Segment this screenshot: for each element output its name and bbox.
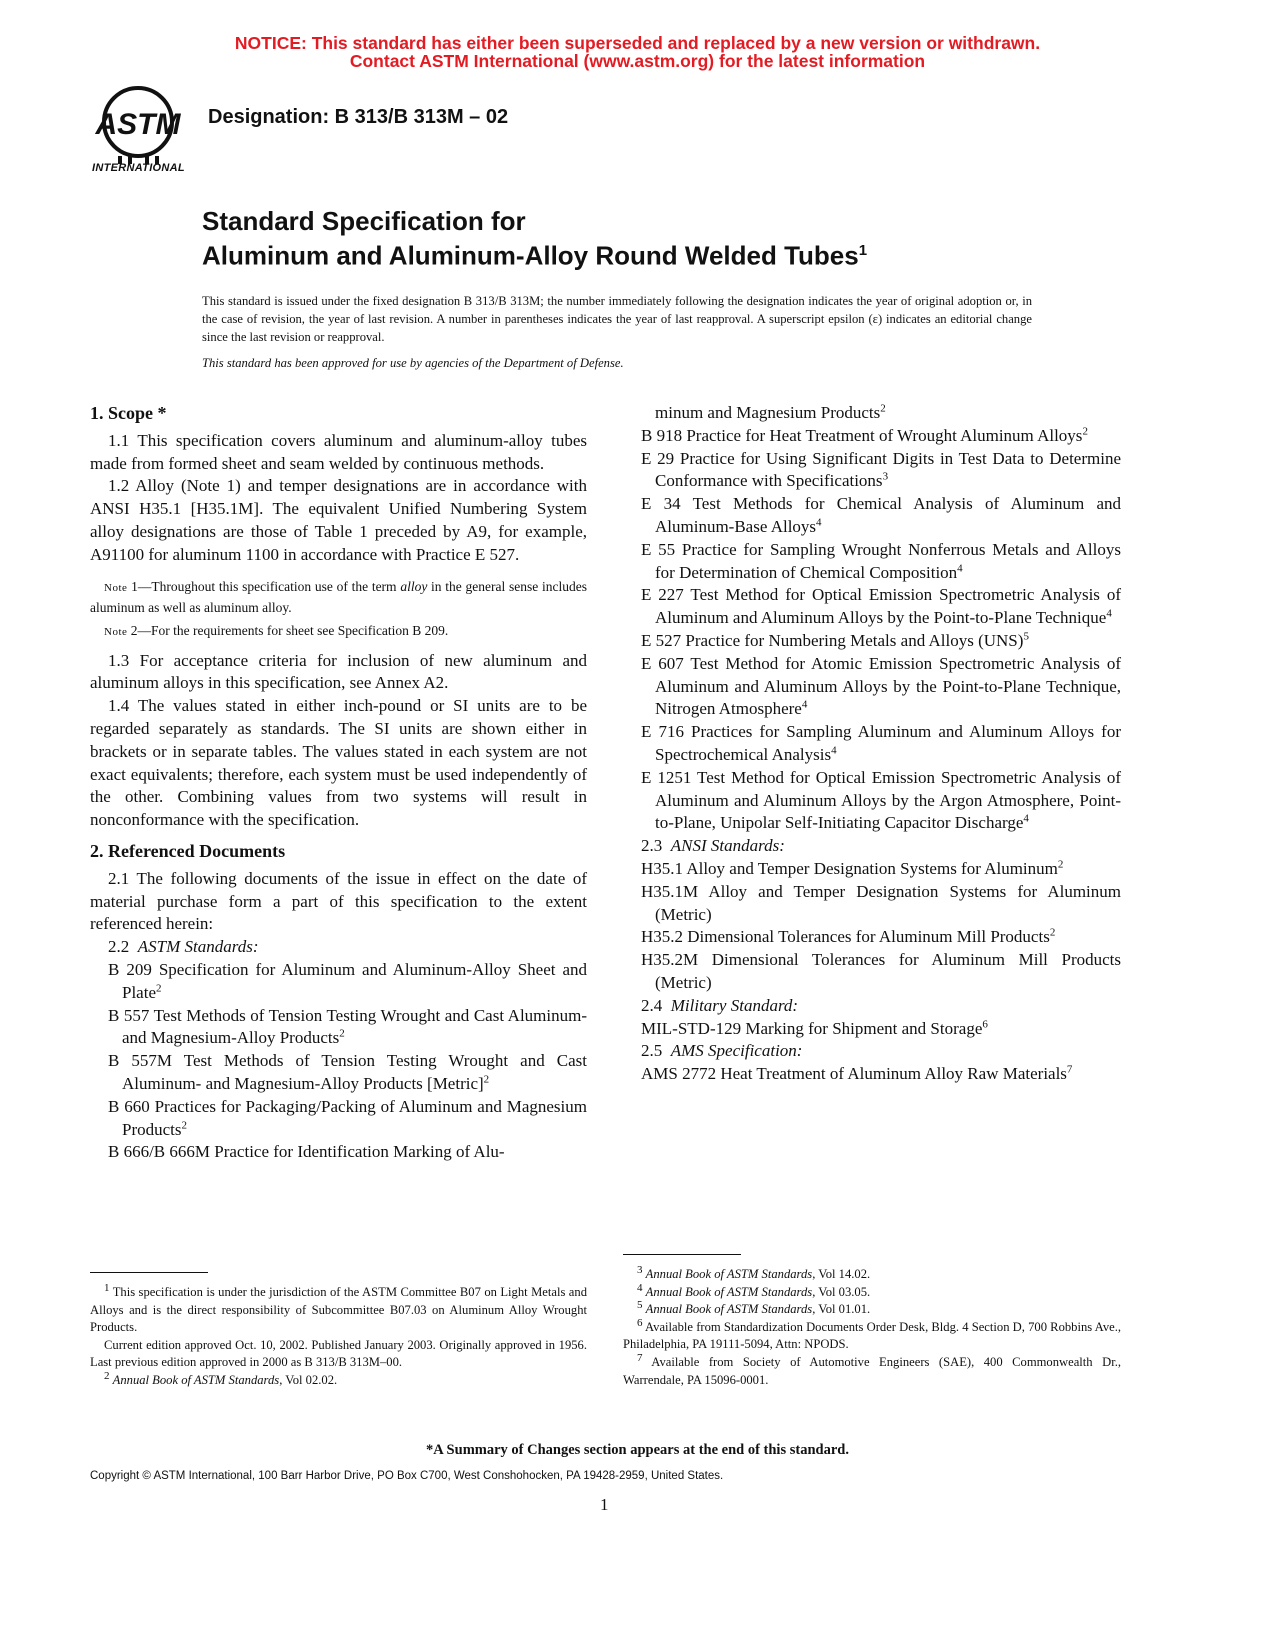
footnote-1: 1 This specification is under the jurisdiction of the ASTM Committee B07 on Light Metals and Alloys and is the direct responsibility of Subcommittee B07.03 on Aluminum Alloy Wrought Products. bbox=[90, 1281, 587, 1335]
para-2-3: 2.3 ANSI Standards: bbox=[641, 836, 785, 856]
para-1-4: 1.4 The values stated in either inch-pound or SI units are to be regarded separately as standards. The SI units are shown either in brackets or in separate tables. The values stated in each system are not exact equivalents; therefore, each system must be used independently of the other. Combining values from two systems will result in nonconformance with the specification. bbox=[90, 696, 587, 830]
footnote-3: 3 Annual Book of ASTM Standards, Vol 14.02. bbox=[637, 1263, 871, 1281]
right-column bbox=[641, 402, 1121, 1086]
reference-item: H35.1M Alloy and Temper Designation Systems for Aluminum (Metric) bbox=[641, 881, 1121, 924]
mil-reference: MIL-STD-129 Marking for Shipment and Storage$^6$ bbox=[641, 1017, 988, 1038]
reference-item: E 607 Test Method for Atomic Emission Spectrometric Analysis of Aluminum and Aluminum Alloys by the Point-to-Plane Technique, Nitrogen Atmosphere$^4$ bbox=[641, 653, 1121, 719]
reference-item: H35.2 Dimensional Tolerances for Aluminum Mill Products$^2$ bbox=[641, 926, 1056, 947]
reference-item: B 557 Test Methods of Tension Testing Wrought and Cast Aluminum- and Magnesium-Alloy Products$^2$ bbox=[108, 1005, 587, 1048]
footnote-6: 6 Available from Standardization Documents Order Desk, Bldg. 4 Section D, 700 Robbins Ave., Philadelphia, PA 19111-5094, Attn: NPODS. bbox=[623, 1316, 1121, 1352]
footnote-2: 2 Annual Book of ASTM Standards, Vol 02.02. bbox=[104, 1369, 338, 1387]
footnotes-right bbox=[623, 1263, 1121, 1389]
reference-item: H35.1 Alloy and Temper Designation Systems for Aluminum$^2$ bbox=[641, 858, 1064, 878]
reference-item: E 527 Practice for Numbering Metals and Alloys (UNS)$^5$ bbox=[641, 630, 1029, 650]
reference-item: B 918 Practice for Heat Treatment of Wrought Aluminum Alloys$^2$ bbox=[641, 425, 1088, 445]
reference-item: B 666/B 666M Practice for Identification Marking of Alu- bbox=[108, 1142, 505, 1162]
reference-item: H35.2M Dimensional Tolerances for Aluminum Mill Products (Metric) bbox=[641, 950, 1121, 992]
title-line-2: Aluminum and Aluminum-Alloy Round Welded Tubes$^1$ bbox=[202, 240, 868, 271]
footnote-1-edition: Current edition approved Oct. 10, 2002. Published January 2003. Originally approved in 1956. Last previous edition approved in 2000 as B 313/B 313M–00. bbox=[90, 1337, 587, 1370]
para-1-3: 1.3 For acceptance criteria for inclusion of new aluminum and aluminum alloys in this specification, see Annex A2. bbox=[90, 650, 587, 693]
footnote-rule-right bbox=[623, 1254, 741, 1255]
reference-continued: minum and Magnesium Products$^2$ bbox=[655, 402, 886, 422]
title-line-1: Standard Specification for bbox=[202, 206, 526, 236]
note-1: Note 1—Throughout this specification use of the term alloy in the general sense includes aluminum as well as aluminum alloy. bbox=[90, 578, 587, 615]
copyright: Copyright © ASTM International, 100 Barr Harbor Drive, PO Box C700, West Conshohocken, PA 19428-2959, United States. bbox=[90, 1470, 724, 1482]
footnote-7: 7 Available from Society of Automotive Engineers (SAE), 400 Commonwealth Dr., Warrendale, PA 15096-0001. bbox=[623, 1351, 1121, 1387]
para-2-5: 2.5 AMS Specification: bbox=[641, 1041, 803, 1061]
reference-item: E 1251 Test Method for Optical Emission Spectrometric Analysis of Aluminum and Aluminum Alloys by the Argon Atmosphere, Point-to-Plane, Unipolar Self-Initiating Capacitor Discharge$^4$ bbox=[641, 767, 1121, 833]
note-2: Note 2—For the requirements for sheet see Specification B 209. bbox=[104, 622, 449, 638]
reference-item: B 660 Practices for Packaging/Packing of Aluminum and Magnesium Products$^2$ bbox=[108, 1096, 587, 1139]
reference-item: E 34 Test Methods for Chemical Analysis of Aluminum and Aluminum-Base Alloys$^4$ bbox=[641, 494, 1121, 536]
issued-note: This standard is issued under the fixed designation B 313/B 313M; the number immediately following the designation indicates the year of original adoption or, in the case of revision, the year of last revision. A number in parentheses indicates the year of last reapproval. A superscript epsilon (ε) indicates an editorial change since the last revision or reapproval. bbox=[202, 294, 1032, 344]
para-1-1: 1.1 This specification covers aluminum and aluminum-alloy tubes made from formed sheet and seam welded by continuous methods. bbox=[90, 430, 587, 473]
reference-item: E 55 Practice for Sampling Wrought Nonferrous Metals and Alloys for Determination of Chemical Composition$^4$ bbox=[641, 539, 1121, 582]
astm-reference-list-continued bbox=[641, 425, 1121, 835]
reference-item: B 209 Specification for Aluminum and Aluminum-Alloy Sheet and Plate$^2$ bbox=[108, 959, 587, 1002]
notice-line-1: NOTICE: This standard has either been superseded and replaced by a new version or withdrawn. bbox=[234, 33, 1041, 53]
page-number: 1 bbox=[600, 1495, 609, 1514]
summary-of-changes-note: *A Summary of Changes section appears at the end of this standard. bbox=[426, 1442, 849, 1458]
astm-reference-list bbox=[90, 959, 587, 1164]
designation: Designation: B 313/B 313M – 02 bbox=[208, 106, 509, 128]
para-1-2: 1.2 Alloy (Note 1) and temper designations are in accordance with ANSI H35.1 [H35.1M]. The equivalent Unified Numbering System alloy designations are those of Table 1 preceded by A9, for example, A91100 for aluminum 1100 in accordance with Practice E 527. bbox=[90, 476, 587, 564]
ansi-reference-list bbox=[641, 858, 1121, 995]
scope-heading: 1. Scope * bbox=[90, 403, 167, 423]
ams-reference: AMS 2772 Heat Treatment of Aluminum Alloy Raw Materials$^7$ bbox=[641, 1063, 1073, 1084]
notice-line-2: Contact ASTM International (www.astm.org) for the latest information bbox=[349, 51, 926, 71]
para-2-2: 2.2 ASTM Standards: bbox=[108, 937, 259, 957]
reference-item: E 716 Practices for Sampling Aluminum and Aluminum Alloys for Spectrochemical Analysis$^4$ bbox=[641, 722, 1121, 764]
logo-text: INTERNATIONAL bbox=[92, 162, 185, 174]
reference-item: E 29 Practice for Using Significant Digits in Test Data to Determine Conformance with Specifications$^3$ bbox=[641, 448, 1121, 491]
logo-letters: ASTM bbox=[95, 108, 181, 141]
references-heading: 2. Referenced Documents bbox=[90, 840, 286, 861]
left-column bbox=[90, 402, 587, 1164]
footnote-4: 4 Annual Book of ASTM Standards, Vol 03.05. bbox=[637, 1281, 871, 1299]
para-2-4: 2.4 Military Standard: bbox=[641, 995, 799, 1015]
para-2-1: 2.1 The following documents of the issue in effect on the date of material purchase form a part of this specification to the extent referenced herein: bbox=[90, 868, 587, 934]
footnote-rule-left bbox=[90, 1272, 208, 1273]
footnotes-left bbox=[90, 1281, 587, 1390]
dod-note: This standard has been approved for use by agencies of the Department of Defense. bbox=[202, 356, 624, 370]
reference-item: B 557M Test Methods of Tension Testing Wrought and Cast Aluminum- and Magnesium-Alloy Products [Metric]$^2$ bbox=[108, 1051, 587, 1093]
reference-item: E 227 Test Method for Optical Emission Spectrometric Analysis of Aluminum and Aluminum Alloys by the Point-to-Plane Technique$^4$ bbox=[641, 585, 1121, 628]
footnote-5: 5 Annual Book of ASTM Standards, Vol 01.01. bbox=[637, 1299, 871, 1317]
